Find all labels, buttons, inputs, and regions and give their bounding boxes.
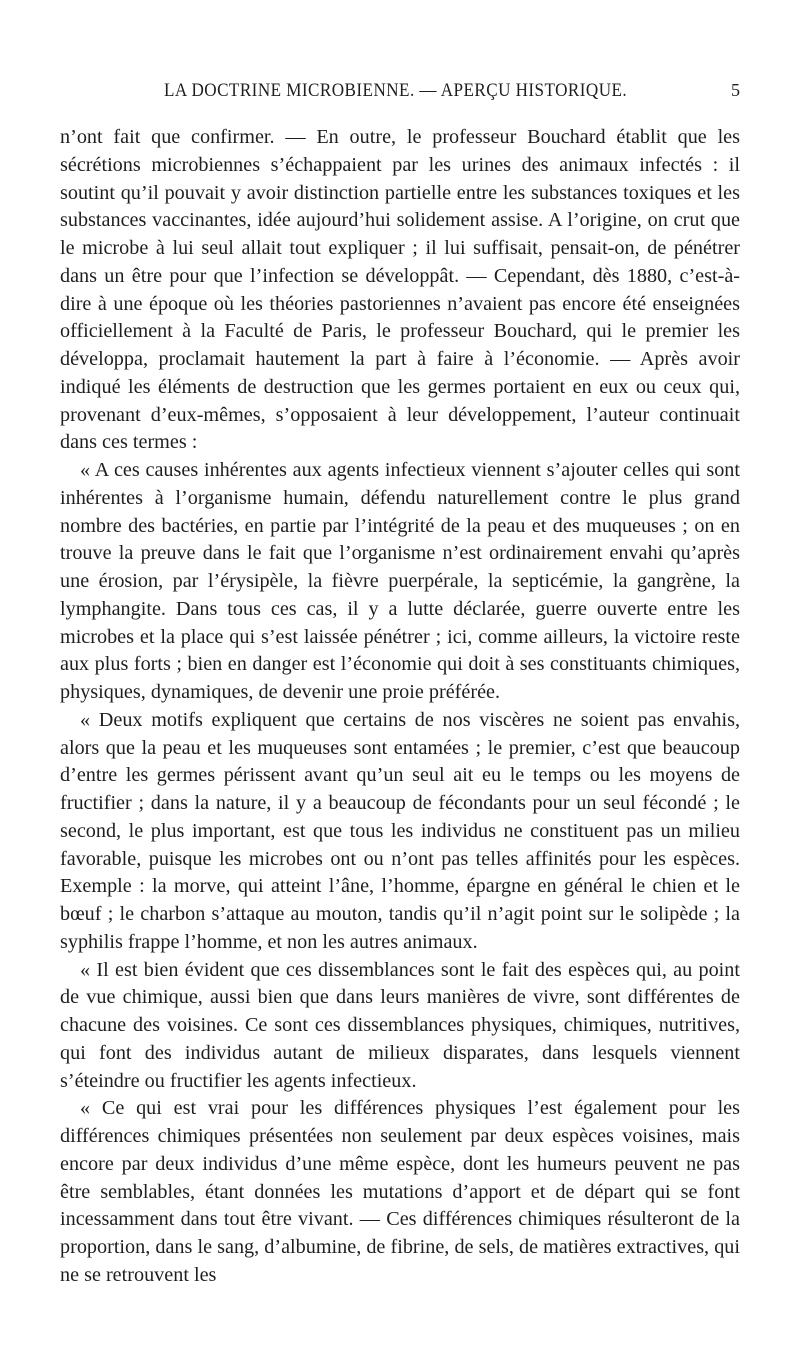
- running-title: LA DOCTRINE MICROBIENNE. — APERÇU HISTORIQUE.: [164, 80, 628, 101]
- page-number: 5: [731, 80, 740, 100]
- paragraph-quote-1: « A ces causes inhérentes aux agents infectieux viennent s’ajouter celles qui sont inhérentes à l’organisme humain, défendu naturellement contre le plus grand nombre des bactéries, en partie par l’intégrité de la peau et des muqueuses ; on en trouve la preuve dans le fait que l’organisme n’est ordinairement envahi qu’après une érosion, par l’érysipèle, la fièvre puerpérale, la septicémie, la gangrène, la lymphangite. Dans tous ces cas, il y a lutte déclarée, guerre ouverte entre les microbes et la place qui s’est laissée pénétrer ; ici, comme ailleurs, la victoire reste aux plus forts ; bien en danger est l’économie qui doit à ses constituants chimiques, physiques, dynamiques, de devenir une proie préférée.: [60, 459, 740, 703]
- paragraph-quote-2: « Deux motifs expliquent que certains de nos viscères ne soient pas envahis, alors que la peau et les muqueuses sont entamées ; le premier, c’est que beaucoup d’entre les germes périssent avant qu’un seul ait eu le temps ou les moyens de fructifier ; dans la nature, il y a beaucoup de fécondants pour un seul fécondé ; le second, le plus important, est que tous les individus ne constituent pas un milieu favorable, puisque les microbes ont ou n’ont pas telles affinités pour les espèces. Exemple : la morve, qui atteint l’âne, l’homme, épargne en général le chien et le bœuf ; le charbon s’attaque au mouton, tandis qu’il n’agit point sur le solipède ; la syphilis frappe l’homme, et non les autres animaux.: [60, 708, 740, 953]
- paragraph-continuation: n’ont fait que confirmer. — En outre, le professeur Bouchard établit que les sécrétions microbiennes s’échappaient par les urines des animaux infectés : il soutint qu’il pouvait y avoir distinction partielle entre les substances toxiques et les substances vaccinantes, idée aujourd’hui solidement assise. A l’origine, on crut que le microbe à lui seul allait tout expliquer ; il lui suffisait, pensait-on, de pénétrer dans un être pour que l’infection se développât. — Cependant, dès 1880, c’est-à-dire à une époque où les théories pastoriennes n’avaient pas encore été enseignées officiellement à la Faculté de Paris, le professeur Bouchard, qui le premier les développa, proclamait hautement la part à faire à l’économie. — Après avoir indiqué les éléments de destruction que les germes portaient en eux ou ceux qui, provenant d’eux-mêmes, s’opposaient à leur développement, l’auteur continuait dans ces termes :: [60, 126, 740, 454]
- running-head: [60, 80, 740, 108]
- paragraph-quote-4: « Ce qui est vrai pour les différences physiques l’est également pour les différences chimiques présentées non seulement par deux espèces voisines, mais encore par deux individus d’une même espèce, dont les humeurs peuvent ne pas être semblables, étant données les mutations d’apport et de départ qui se font incessamment dans tout être vivant. — Ces différences chimiques résulteront de la proportion, dans le sang, d’albumine, de fibrine, de sels, de matières extractives, qui ne se retrouvent les: [60, 1097, 740, 1286]
- body-text: [60, 124, 740, 1290]
- paragraph-quote-3: « Il est bien évident que ces dissemblances sont le fait des espèces qui, au point de vue chimique, aussi bien que dans leurs manières de vivre, sont différentes de chacune des voisines. Ce sont ces dissemblances physiques, chimiques, nutritives, qui font des individus autant de milieux disparates, dans lesquels viennent s’éteindre ou fructifier les agents infectieux.: [60, 958, 740, 1092]
